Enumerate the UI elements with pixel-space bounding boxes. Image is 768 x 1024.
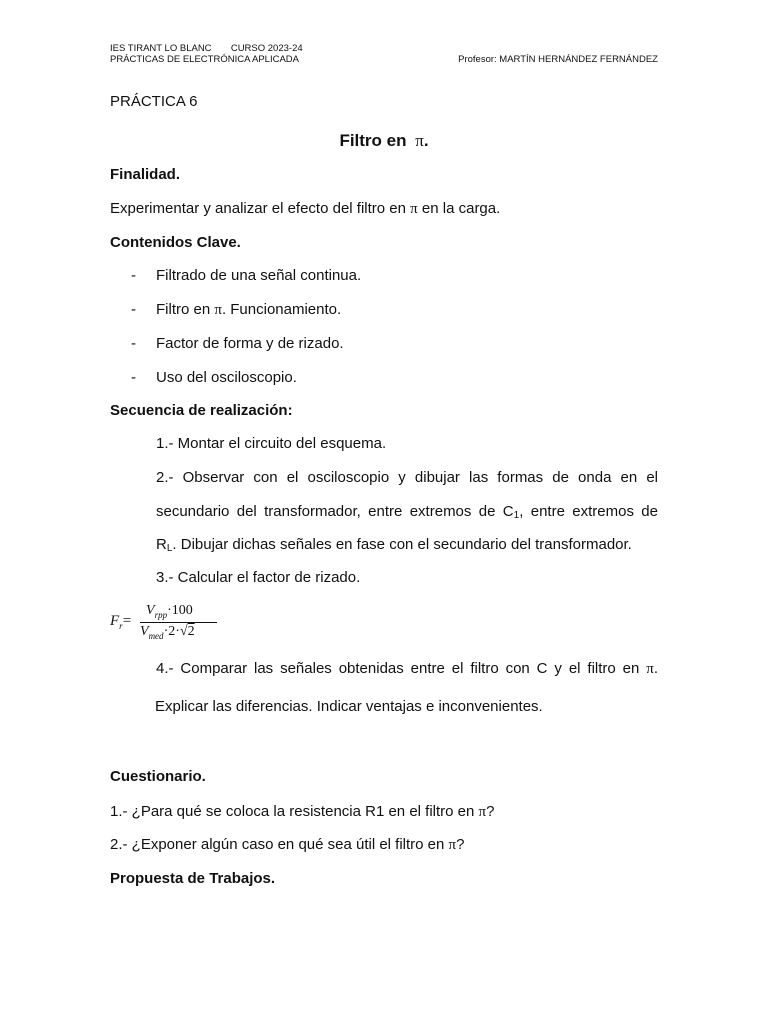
formula-root: 2: [187, 624, 195, 639]
contenidos-heading: Contenidos Clave.: [110, 234, 241, 251]
school-name: IES TIRANT LO BLANC: [110, 43, 212, 54]
question-2: [110, 836, 464, 854]
title-text: Filtro en: [339, 131, 407, 150]
subscript: L: [166, 543, 173, 554]
formula-sub: r: [119, 621, 123, 631]
finalidad-after: en la carga.: [417, 200, 501, 217]
step-1: 1.- Montar el circuito del esquema.: [156, 435, 387, 452]
course-year: CURSO 2023-24: [230, 43, 303, 54]
step-4-text: 4.- Comparar las señales obtenidas entre el filtro con C y el filtro en: [156, 660, 647, 677]
fraction-bar: [140, 622, 217, 623]
formula-denominator: [140, 624, 195, 641]
pi-symbol: π: [478, 804, 487, 820]
list-item: [156, 369, 297, 386]
step-2-text: . Dibujar dichas señales en fase con el secundario del transformador.: [172, 536, 632, 553]
list-item: [156, 267, 361, 284]
formula-var: V: [146, 603, 155, 618]
list-bullet: -: [131, 301, 136, 318]
list-item-text: Filtrado de una señal continua.: [156, 267, 362, 284]
subscript: 1: [513, 510, 520, 521]
pi-symbol: π: [214, 302, 222, 318]
ripple-factor-formula: [110, 603, 220, 643]
finalidad-text: [110, 200, 500, 218]
list-item-text: Uso del osciloscopio.: [156, 369, 297, 386]
list-bullet: -: [131, 267, 136, 284]
finalidad-before: Experimentar y analizar el efecto del filtro en: [110, 200, 411, 217]
formula-sub: rpp: [154, 609, 168, 620]
step-2-line-3: [156, 536, 632, 554]
list-item-text: Filtro en: [156, 301, 215, 318]
question-1: [110, 803, 494, 821]
list-bullet: -: [131, 335, 136, 352]
step-4-line-2: Explicar las diferencias. Indicar ventajas e inconvenientes.: [155, 698, 543, 715]
formula-rest: ·100: [167, 603, 193, 618]
header-teacher: Profesor: MARTÍN HERNÁNDEZ FERNÁNDEZ: [458, 54, 658, 65]
pi-symbol: π: [448, 837, 457, 853]
list-item: [156, 301, 341, 319]
formula-sub: med: [148, 630, 164, 641]
question-text: ?: [486, 803, 495, 820]
question-text: 2.- ¿Exponer algún caso en qué sea útil el filtro en: [110, 836, 449, 853]
header-subject: PRÁCTICAS DE ELECTRÓNICA APLICADA: [110, 54, 299, 65]
question-text: ?: [456, 836, 465, 853]
list-item-text: . Funcionamiento.: [221, 301, 342, 318]
step-2-text: R: [156, 536, 167, 553]
formula-var: V: [140, 624, 149, 639]
pi-symbol: π: [646, 661, 654, 677]
cuestionario-heading: Cuestionario.: [110, 768, 206, 785]
pi-symbol: π: [415, 131, 424, 150]
step-2-line-2: [156, 503, 658, 521]
formula-var: F: [110, 613, 120, 629]
formula-numerator: [146, 603, 193, 620]
formula-equals: =: [122, 613, 132, 629]
finalidad-heading: Finalidad.: [110, 166, 181, 183]
propuesta-heading: Propuesta de Trabajos.: [110, 870, 276, 887]
question-text: 1.- ¿Para qué se coloca la resistencia R1 en el filtro en: [110, 803, 479, 820]
list-bullet: -: [131, 369, 136, 386]
practice-label: PRÁCTICA 6: [110, 93, 198, 110]
pi-symbol: π: [410, 201, 418, 217]
page-title: [0, 131, 768, 151]
step-2-line-1: 2.- Observar con el osciloscopio y dibujar las formas de onda en el: [156, 469, 658, 486]
step-2-text: secundario del transformador, entre extremos de C: [156, 503, 514, 520]
step-4-line-1: [156, 660, 658, 678]
list-item: [156, 335, 344, 352]
step-2-text: , entre extremos de: [519, 503, 658, 520]
formula-lhs: [110, 613, 131, 631]
step-3: 3.- Calcular el factor de rizado.: [156, 569, 361, 586]
header-school: [110, 43, 303, 54]
formula-rest: ·2·√: [163, 624, 188, 639]
secuencia-heading: Secuencia de realización:: [110, 402, 293, 419]
title-end: .: [423, 131, 429, 150]
step-4-text: .: [653, 660, 658, 677]
list-item-text: Factor de forma y de rizado.: [156, 335, 344, 352]
